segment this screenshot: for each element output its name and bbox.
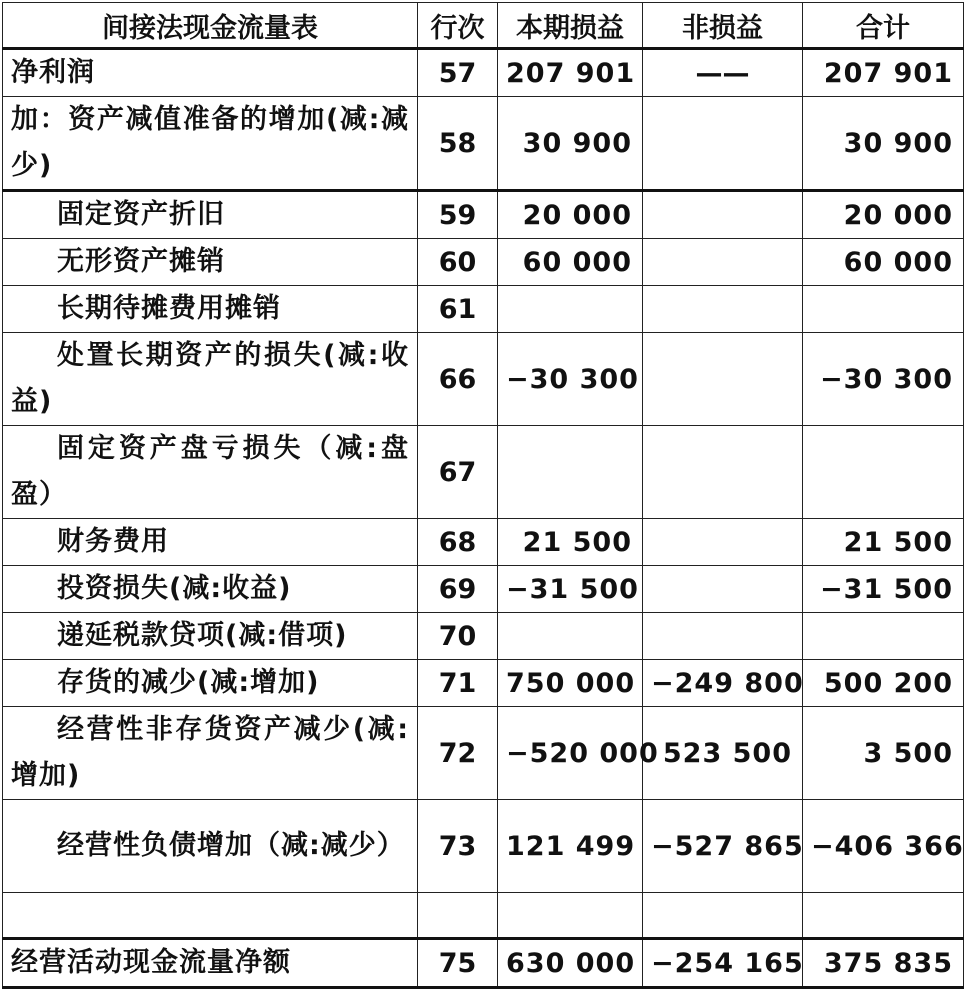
row-non: −254 165	[643, 939, 803, 988]
row-total	[803, 426, 964, 519]
row-label: 长期待摊费用摊销	[3, 286, 418, 333]
row-line: 75	[418, 939, 498, 988]
header-total: 合计	[803, 3, 964, 49]
table-row	[3, 613, 964, 660]
table-row	[3, 333, 964, 426]
table-row	[3, 97, 964, 191]
row-total: 21 500	[803, 519, 964, 566]
row-total	[803, 613, 964, 660]
row-label: 经营活动现金流量净额	[3, 939, 418, 988]
row-current: 60 000	[498, 239, 643, 286]
cash-flow-sheet	[2, 2, 963, 1004]
row-non: −527 865	[643, 800, 803, 893]
row-line: 71	[418, 660, 498, 707]
row-label: 净利润	[3, 49, 418, 97]
header-line: 行次	[418, 3, 498, 49]
row-non: −249 800	[643, 660, 803, 707]
row-current	[498, 613, 643, 660]
table-row	[3, 566, 964, 613]
row-label: 固定资产折旧	[3, 191, 418, 239]
row-label: 经营性负债增加（减:减少）	[3, 800, 418, 893]
row-current: 21 500	[498, 519, 643, 566]
header-non-pl: 非损益	[643, 3, 803, 49]
table-row	[3, 800, 964, 893]
row-non: ——	[643, 49, 803, 97]
row-label: 递延税款贷项(减:借项)	[3, 613, 418, 660]
row-line: 60	[418, 239, 498, 286]
row-current: 20 000	[498, 191, 643, 239]
table-row	[3, 426, 964, 519]
row-total: 500 200	[803, 660, 964, 707]
row-current: −520 000	[498, 707, 643, 800]
row-non	[643, 333, 803, 426]
row-non	[643, 893, 803, 939]
row-current: 121 499	[498, 800, 643, 893]
row-label: 固定资产盘亏损失（减:盘盈）	[3, 426, 418, 519]
row-non	[643, 239, 803, 286]
row-current: −30 300	[498, 333, 643, 426]
row-line: 57	[418, 49, 498, 97]
row-total: 3 500	[803, 707, 964, 800]
table-row-blank	[3, 893, 964, 939]
row-current	[498, 286, 643, 333]
row-label: 加：资产减值准备的增加(减:减少)	[3, 97, 418, 191]
row-current: 630 000	[498, 939, 643, 988]
row-non	[643, 286, 803, 333]
row-label: 存货的减少(减:增加)	[3, 660, 418, 707]
row-line: 67	[418, 426, 498, 519]
row-line: 72	[418, 707, 498, 800]
row-line: 66	[418, 333, 498, 426]
row-current: 750 000	[498, 660, 643, 707]
header-item: 间接法现金流量表	[3, 3, 418, 49]
row-total: 375 835	[803, 939, 964, 988]
table-row	[3, 191, 964, 239]
table-row	[3, 286, 964, 333]
row-label: 财务费用	[3, 519, 418, 566]
row-total	[803, 893, 964, 939]
row-non	[643, 519, 803, 566]
row-non	[643, 191, 803, 239]
row-line: 69	[418, 566, 498, 613]
row-label: 处置长期资产的损失(减:收益)	[3, 333, 418, 426]
row-total: 207 901	[803, 49, 964, 97]
table-row	[3, 49, 964, 97]
row-label	[3, 893, 418, 939]
row-current	[498, 893, 643, 939]
row-total: 30 900	[803, 97, 964, 191]
cash-flow-table	[2, 2, 964, 989]
header-row	[3, 3, 964, 49]
row-line: 59	[418, 191, 498, 239]
row-line: 73	[418, 800, 498, 893]
row-current: 207 901	[498, 49, 643, 97]
row-non	[643, 97, 803, 191]
row-current: −31 500	[498, 566, 643, 613]
row-non	[643, 613, 803, 660]
row-label: 无形资产摊销	[3, 239, 418, 286]
row-line: 58	[418, 97, 498, 191]
row-line: 70	[418, 613, 498, 660]
table-row-total	[3, 939, 964, 988]
row-line: 61	[418, 286, 498, 333]
row-total: 60 000	[803, 239, 964, 286]
row-line: 68	[418, 519, 498, 566]
row-total: 20 000	[803, 191, 964, 239]
row-total	[803, 286, 964, 333]
row-current	[498, 426, 643, 519]
row-non	[643, 426, 803, 519]
table-row	[3, 519, 964, 566]
row-non	[643, 566, 803, 613]
row-total: −406 366	[803, 800, 964, 893]
row-current: 30 900	[498, 97, 643, 191]
table-row	[3, 707, 964, 800]
row-label: 经营性非存货资产减少(减:增加)	[3, 707, 418, 800]
header-current-pl: 本期损益	[498, 3, 643, 49]
row-label: 投资损失(减:收益)	[3, 566, 418, 613]
table-row	[3, 239, 964, 286]
row-line	[418, 893, 498, 939]
table-row	[3, 660, 964, 707]
row-total: −31 500	[803, 566, 964, 613]
row-total: −30 300	[803, 333, 964, 426]
row-non: 523 500	[643, 707, 803, 800]
